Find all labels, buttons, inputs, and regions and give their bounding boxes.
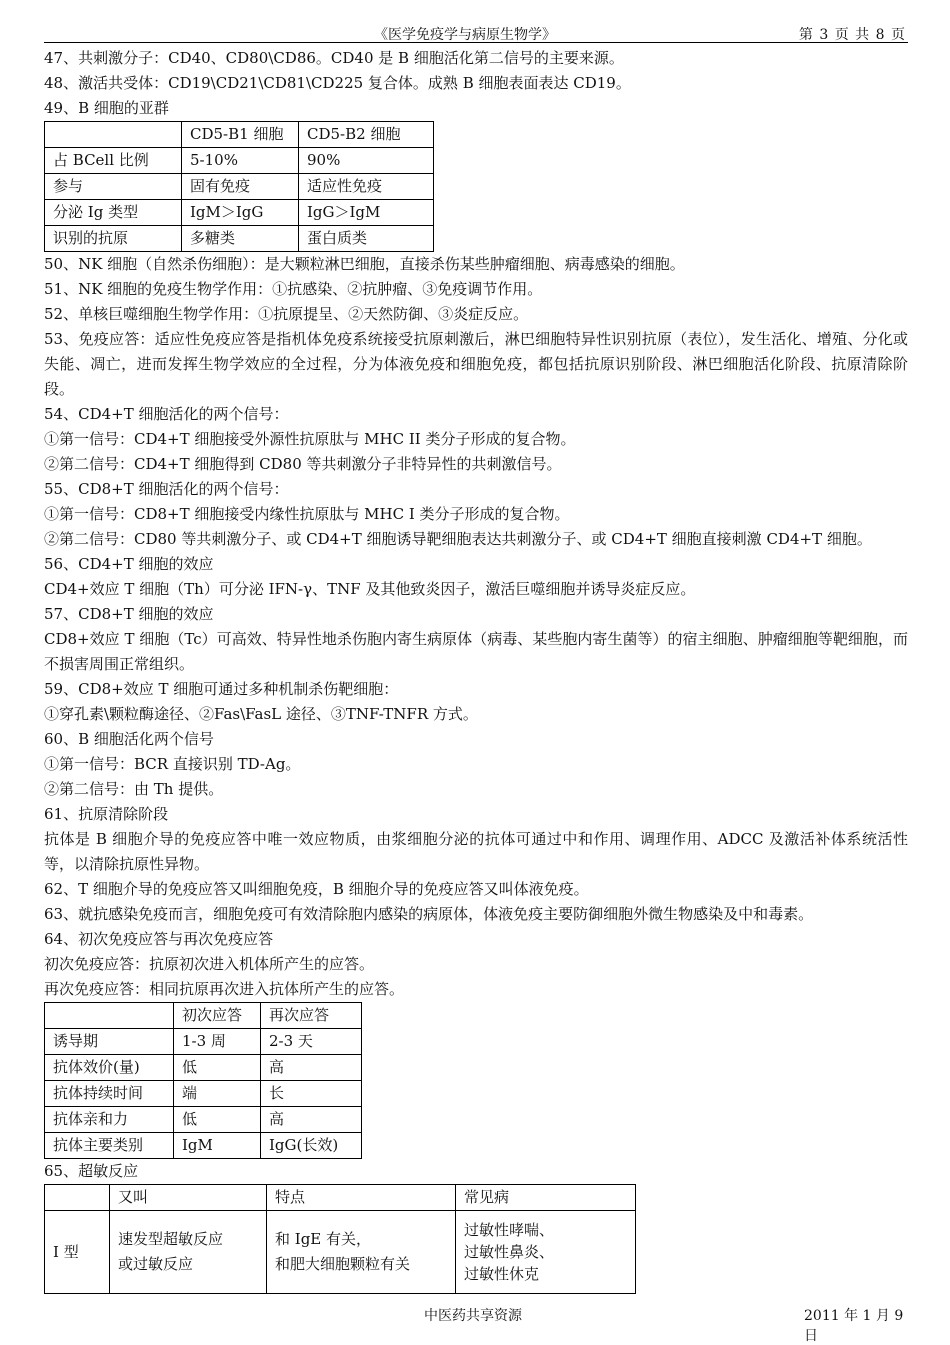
b-cell-subset-table <box>44 121 434 252</box>
section-heading: 65、超敏反应 <box>44 1162 139 1180</box>
table-header-row <box>45 1185 636 1211</box>
table-cell: 抗体主要类别 <box>45 1133 174 1159</box>
table-row <box>45 1055 362 1081</box>
table-row <box>45 1211 636 1294</box>
table-cell: 抗体亲和力 <box>45 1107 174 1133</box>
text-line: ②第二信号：由 Th 提供。 <box>44 780 224 798</box>
table-cell: 2-3 天 <box>261 1029 362 1055</box>
text-line: 63、就抗感染免疫而言，细胞免疫可有效清除胞内感染的病原体，体液免疫主要防御细胞外微生物感染及中和毒素。 <box>44 905 814 923</box>
table-cell: 特点 <box>267 1185 456 1211</box>
table-cell <box>45 1003 174 1029</box>
section-heading: 60、B 细胞活化两个信号 <box>44 730 214 748</box>
page-number: 第 3 页 共 8 页 <box>798 27 906 43</box>
page-header <box>44 24 908 43</box>
section-heading: 54、CD4+T 细胞活化的两个信号： <box>44 405 289 423</box>
table-cell: 5-10% <box>182 148 299 174</box>
table-cell: 1-3 周 <box>174 1029 261 1055</box>
section-heading: 49、B 细胞的亚群 <box>44 99 169 117</box>
table-cell: 又叫 <box>110 1185 267 1211</box>
text-line: 再次免疫应答：相同抗原再次进入抗体所产生的应答。 <box>44 980 405 998</box>
table-cell: 初次应答 <box>174 1003 261 1029</box>
table-cell: 适应性免疫 <box>299 174 434 200</box>
table-cell: CD5-B1 细胞 <box>182 122 299 148</box>
text-line: 48、激活共受体：CD19\CD21\CD81\CD225 复合体。成熟 B 细胞表面表达 CD19。 <box>44 74 631 92</box>
document-title: 《医学免疫学与病原生物学》 <box>374 27 556 43</box>
table-cell: 蛋白质类 <box>299 226 434 252</box>
footer-date: 2011 年 1 月 9 日 <box>804 1308 904 1344</box>
table-cell: 诱导期 <box>45 1029 174 1055</box>
table-cell: IgM＞IgG <box>182 200 299 226</box>
table-cell: 过敏性哮喘、 过敏性鼻炎、 过敏性休克 <box>456 1211 636 1294</box>
footer-source: 中医药共享资源 <box>424 1308 522 1324</box>
table-row <box>45 1029 362 1055</box>
table-cell: IgM <box>174 1133 261 1159</box>
table-row <box>45 148 434 174</box>
table-cell: 再次应答 <box>261 1003 362 1029</box>
text-line: 初次免疫应答：抗原初次进入机体所产生的应答。 <box>44 955 375 973</box>
table-cell: 高 <box>261 1107 362 1133</box>
table-cell: 占 BCell 比例 <box>45 148 182 174</box>
table-row <box>45 1081 362 1107</box>
table-cell <box>45 1185 110 1211</box>
table-cell: 90% <box>299 148 434 174</box>
table-cell: I 型 <box>45 1211 110 1294</box>
section-heading: 59、CD8+效应 T 细胞可通过多种机制杀伤靶细胞： <box>44 680 399 698</box>
text-line: ①第一信号：CD4+T 细胞接受外源性抗原肽与 MHC II 类分子形成的复合物。 <box>44 430 576 448</box>
table-cell: 长 <box>261 1081 362 1107</box>
table-cell: 抗体持续时间 <box>45 1081 174 1107</box>
table-cell: 端 <box>174 1081 261 1107</box>
table-cell: 参与 <box>45 174 182 200</box>
text-line: CD4+效应 T 细胞（Th）可分泌 IFN-γ、TNF 及其他致炎因子，激活巨噬细胞并诱导炎症反应。 <box>44 580 696 598</box>
table-cell <box>45 122 182 148</box>
table-row <box>45 1107 362 1133</box>
table-cell: 抗体效价(量) <box>45 1055 174 1081</box>
table-cell: 低 <box>174 1055 261 1081</box>
text-line: 51、NK 细胞的免疫生物学作用：①抗感染、②抗肿瘤、③免疫调节作用。 <box>44 280 543 298</box>
table-cell: 高 <box>261 1055 362 1081</box>
table-cell: 常见病 <box>456 1185 636 1211</box>
table-cell: 速发型超敏反应 或过敏反应 <box>110 1211 267 1294</box>
text-line: ②第二信号：CD80 等共刺激分子、或 CD4+T 细胞诱导靶细胞表达共刺激分子、或 CD4+T 细胞直接刺激 CD4+T 细胞。 <box>44 530 872 548</box>
table-header-row <box>45 122 434 148</box>
section-heading: 64、初次免疫应答与再次免疫应答 <box>44 930 274 948</box>
text-line: 47、共刺激分子：CD40、CD80\CD86。CD40 是 B 细胞活化第二信号的主要来源。 <box>44 49 624 67</box>
document-body <box>44 46 908 1294</box>
section-heading: 55、CD8+T 细胞活化的两个信号： <box>44 480 289 498</box>
text-line: ①穿孔素\颗粒酶途径、②Fas\FasL 途径、③TNF-TNFR 方式。 <box>44 705 478 723</box>
table-header-row <box>45 1003 362 1029</box>
immune-response-table <box>44 1002 362 1159</box>
table-cell: 低 <box>174 1107 261 1133</box>
table-cell: 分泌 Ig 类型 <box>45 200 182 226</box>
table-cell: 识别的抗原 <box>45 226 182 252</box>
table-cell: 固有免疫 <box>182 174 299 200</box>
table-row <box>45 174 434 200</box>
section-heading: 57、CD8+T 细胞的效应 <box>44 605 214 623</box>
text-line: 50、NK 细胞（自然杀伤细胞）：是大颗粒淋巴细胞，直接杀伤某些肿瘤细胞、病毒感染的细胞。 <box>44 255 685 273</box>
table-cell: 和 IgE 有关， 和肥大细胞颗粒有关 <box>267 1211 456 1294</box>
table-cell: IgG＞IgM <box>299 200 434 226</box>
text-line: ②第二信号：CD4+T 细胞得到 CD80 等共刺激分子非特异性的共刺激信号。 <box>44 455 562 473</box>
table-cell: 多糖类 <box>182 226 299 252</box>
text-line: 62、T 细胞介导的免疫应答又叫细胞免疫，B 细胞介导的免疫应答又叫体液免疫。 <box>44 880 589 898</box>
table-row <box>45 200 434 226</box>
paragraph: 抗体是 B 细胞介导的免疫应答中唯一效应物质，由浆细胞分泌的抗体可通过中和作用、调理作用、ADCC 及激活补体系统活性等，以清除抗原性异物。 <box>44 830 908 873</box>
hypersensitivity-table <box>44 1184 636 1294</box>
paragraph: CD8+效应 T 细胞（Tc）可高效、特异性地杀伤胞内寄生病原体（病毒、某些胞内寄生菌等）的宿主细胞、肿瘤细胞等靶细胞，而不损害周围正常组织。 <box>44 630 908 673</box>
text-line: 52、单核巨噬细胞生物学作用：①抗原提呈、②天然防御、③炎症反应。 <box>44 305 529 323</box>
paragraph: 53、免疫应答：适应性免疫应答是指机体免疫系统接受抗原刺激后，淋巴细胞特异性识别抗原（表位），发生活化、增殖、分化或失能、凋亡，进而发挥生物学效应的全过程，分为体液免疫和细胞免疫，都包括抗原识别阶段、淋巴细胞活化阶段、抗原清除阶段。 <box>44 330 908 398</box>
text-line: ①第一信号：BCR 直接识别 TD-Ag。 <box>44 755 301 773</box>
table-row <box>45 226 434 252</box>
table-cell: CD5-B2 细胞 <box>299 122 434 148</box>
text-line: ①第一信号：CD8+T 细胞接受内缘性抗原肽与 MHC I 类分子形成的复合物。 <box>44 505 570 523</box>
table-row <box>45 1133 362 1159</box>
section-heading: 56、CD4+T 细胞的效应 <box>44 555 214 573</box>
section-heading: 61、抗原清除阶段 <box>44 805 169 823</box>
table-cell: IgG(长效) <box>261 1133 362 1159</box>
